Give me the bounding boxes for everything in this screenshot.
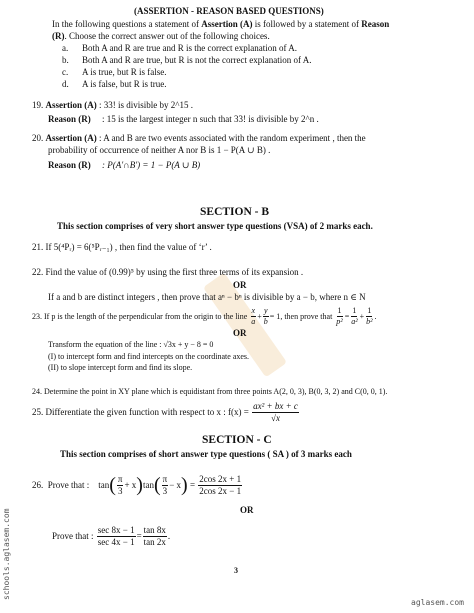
section-c-subtitle: This section comprises of short answer type questions ( SA ) of 3 marks each bbox=[60, 449, 352, 459]
fraction-pi-over-3 bbox=[162, 475, 169, 496]
intro-reason: Reason bbox=[361, 19, 390, 29]
arg-x: − x bbox=[169, 480, 182, 490]
q26 bbox=[32, 465, 243, 505]
assertion-label: Assertion (A) bbox=[45, 100, 97, 110]
side-watermark-url: schools.aglasem.com bbox=[2, 508, 11, 600]
fraction-y-over-b bbox=[263, 307, 269, 326]
q20-assertion bbox=[32, 133, 366, 143]
question-number: 20. bbox=[32, 133, 44, 143]
assertion-reason-heading: (ASSERTION - REASON BASED QUESTIONS) bbox=[134, 6, 324, 16]
question-number: 21. bbox=[32, 242, 44, 252]
section-c-title: SECTION - C bbox=[202, 434, 272, 446]
question-text: If 5(⁴Pᵣ) = 6(⁵Pᵣ₋₁) , then find the value of ‘r’ . bbox=[45, 242, 212, 252]
paren-close: ) bbox=[181, 474, 188, 496]
q22 bbox=[32, 267, 303, 277]
intro-text: In the following questions a statement of bbox=[52, 19, 202, 29]
option-text: Both A and R are true, but R is not the correct explanation of A. bbox=[82, 55, 312, 65]
intro-text: is followed by a statement of bbox=[252, 19, 362, 29]
denominator: 3 bbox=[162, 485, 168, 496]
question-number: 22. bbox=[32, 267, 44, 277]
question-text: , then prove that bbox=[280, 311, 333, 321]
or-divider: OR bbox=[240, 505, 254, 515]
equals-sign: = bbox=[136, 531, 142, 541]
reason-label: Reason (R) bbox=[48, 160, 91, 170]
option-b bbox=[62, 55, 311, 65]
q23-or-line-3: (II) to slope intercept form and find its slope. bbox=[48, 363, 193, 372]
denominator: p² bbox=[336, 316, 343, 326]
question-text: If p is the length of the perpendicular from the origin to the line bbox=[44, 311, 248, 321]
q24 bbox=[32, 387, 387, 396]
tan-text: tan bbox=[98, 480, 110, 490]
fraction-pi-over-3 bbox=[117, 475, 124, 496]
question-number: 23. bbox=[32, 311, 42, 321]
fraction-function bbox=[252, 402, 299, 423]
question-text: Determine the point in XY plane which is equidistant from three points A(2, 0, 3), B(0, 3, 2) and C(0, 0, 1). bbox=[44, 387, 388, 396]
option-text: A is true, but R is false. bbox=[82, 67, 167, 77]
fraction-lhs bbox=[97, 526, 136, 547]
option-text: Both A and R are true and R is the correct explanation of A. bbox=[82, 43, 297, 53]
arg-x: + x bbox=[124, 480, 137, 490]
numerator: 1 bbox=[367, 305, 372, 315]
intro-text: . Choose the correct answer out of the following choices. bbox=[64, 31, 270, 41]
footer-url: aglasem.com bbox=[411, 598, 464, 607]
equals-one: = 1 bbox=[269, 311, 281, 321]
section-b-title: SECTION - B bbox=[200, 206, 270, 218]
fraction-1-over-p2 bbox=[335, 307, 343, 326]
option-letter: a. bbox=[62, 43, 69, 53]
q19-reason bbox=[48, 114, 319, 124]
question-number: 26. bbox=[32, 480, 44, 490]
reason-label: Reason (R) bbox=[48, 114, 91, 124]
period: . bbox=[167, 531, 171, 541]
fraction-1-over-b2 bbox=[365, 307, 373, 326]
q20-reason bbox=[48, 160, 200, 171]
assertion-text: : 33! is divisible by 2^15 . bbox=[99, 100, 193, 110]
numerator: x bbox=[251, 305, 256, 315]
fraction-1-over-a2 bbox=[350, 307, 358, 326]
equals-sign: = bbox=[189, 480, 196, 490]
numerator: 2cos 2x + 1 bbox=[199, 473, 242, 484]
equals-sign: = bbox=[344, 311, 350, 321]
page-number: 3 bbox=[234, 566, 238, 575]
numerator: π bbox=[162, 473, 168, 484]
or-divider: OR bbox=[233, 328, 247, 338]
option-text: A is false, but R is true. bbox=[82, 79, 167, 89]
assertion-text: : A and B are two events associated with the random experiment , then the bbox=[99, 133, 366, 143]
question-number: 24. bbox=[32, 387, 42, 396]
prove-label: Prove that : bbox=[52, 531, 94, 541]
q21 bbox=[32, 242, 212, 253]
section-b-subtitle: This section comprises of very short answer type questions (VSA) of 2 marks each. bbox=[57, 221, 373, 231]
denominator: tan 2x bbox=[143, 536, 166, 547]
intro-r: (R) bbox=[52, 31, 65, 41]
prove-label: Prove that : bbox=[47, 480, 90, 490]
q19-assertion bbox=[32, 100, 193, 110]
numerator: tan 8x bbox=[143, 524, 166, 535]
assertion-label: Assertion (A) bbox=[45, 133, 97, 143]
q20-assertion-cont: probability of occurrence of neither A nor B is 1 − P(A ∪ B) . bbox=[48, 145, 271, 155]
denominator: 2cos 2x − 1 bbox=[199, 485, 242, 496]
plus-sign: + bbox=[359, 311, 365, 321]
option-a bbox=[62, 43, 297, 53]
period: . bbox=[374, 311, 377, 321]
numerator: π bbox=[117, 473, 123, 484]
option-d bbox=[62, 79, 167, 89]
reason-text: : 15 is the largest integer n such that 33! is divisible by 2^n . bbox=[102, 114, 319, 124]
numerator: sec 8x − 1 bbox=[97, 524, 135, 535]
numerator: ax² + bx + c bbox=[253, 400, 298, 411]
numerator: 1 bbox=[352, 305, 357, 315]
q22-or-text: If a and b are distinct integers , then prove that aⁿ − bⁿ is divisible by a − b, where n ∈ N bbox=[48, 292, 366, 302]
question-text: Find the value of (0.99)⁵ by using the first three terms of its expansion . bbox=[45, 267, 304, 277]
question-number: 25. bbox=[32, 407, 44, 417]
q23-or-line-1: Transform the equation of the line : √3x + y − 8 = 0 bbox=[48, 340, 214, 349]
question-number: 19. bbox=[32, 100, 44, 110]
paren-open: ( bbox=[153, 474, 161, 496]
denominator: √x bbox=[271, 412, 280, 423]
denominator: 3 bbox=[117, 485, 123, 496]
or-divider: OR bbox=[233, 280, 247, 290]
q23-or-line-2: (I) to intercept form and find intercepts on the coordinate axes. bbox=[48, 352, 250, 361]
denominator: a² bbox=[351, 316, 358, 326]
option-letter: d. bbox=[62, 79, 69, 89]
intro-assertion: Assertion (A) bbox=[201, 19, 253, 29]
paren-open: ( bbox=[109, 474, 116, 496]
denominator: b bbox=[263, 316, 268, 326]
denominator: a bbox=[251, 316, 256, 326]
numerator: 1 bbox=[337, 305, 342, 315]
q25 bbox=[32, 398, 300, 426]
option-c bbox=[62, 67, 167, 77]
denominator: sec 4x − 1 bbox=[97, 536, 135, 547]
q23 bbox=[32, 304, 377, 328]
fraction-rhs bbox=[143, 526, 167, 547]
q26-or bbox=[52, 520, 170, 552]
plus-sign: + bbox=[257, 311, 262, 321]
intro-line-2 bbox=[52, 31, 270, 41]
denominator: b² bbox=[366, 316, 373, 326]
intro-line-1 bbox=[52, 19, 389, 29]
tan-text: tan bbox=[142, 480, 154, 490]
fraction-x-over-a bbox=[250, 307, 256, 326]
question-text: Differentiate the given function with respect to x : f(x) = bbox=[45, 407, 249, 417]
fraction-rhs bbox=[198, 475, 242, 496]
reason-text: : P(A′∩B′) = 1 − P(A ∪ B) bbox=[102, 160, 201, 170]
option-letter: c. bbox=[62, 67, 69, 77]
numerator: y bbox=[264, 305, 268, 315]
option-letter: b. bbox=[62, 55, 69, 65]
paren-close: ) bbox=[136, 474, 143, 496]
